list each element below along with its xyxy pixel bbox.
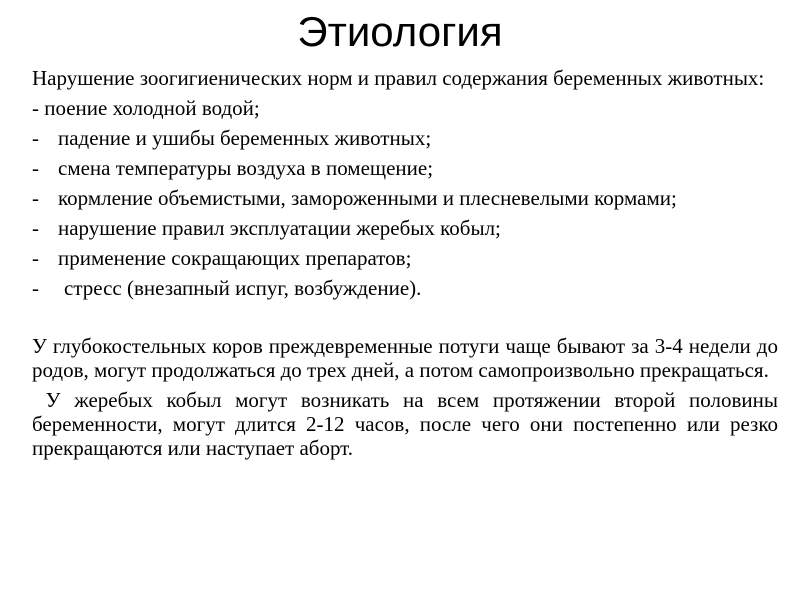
paragraph-cows: У глубокостельных коров преждевременные потуги чаще бывают за 3-4 недели до родов, могут продолжаться до трех дней, а потом самопроизвольно прекращаться. — [32, 334, 778, 382]
list-item-text: кормление объемистыми, замороженными и плесневелыми кормами; — [58, 186, 677, 210]
list-item — [32, 156, 778, 180]
list-item — [32, 216, 778, 240]
list-dash: - — [32, 186, 39, 210]
list-dash: - — [32, 216, 39, 240]
list-item-text: падение и ушибы беременных животных; — [58, 126, 432, 150]
list-item-text: стресс (внезапный испуг, возбуждение). — [64, 276, 422, 300]
list-dash: - — [32, 126, 39, 150]
paragraph-mares: У жеребых кобыл могут возникать на всем протяжении второй половины беременности, могут длится 2-12 часов, после чего они постепенно или резко прекращаются или наступает аборт. — [32, 388, 784, 460]
slide-content — [32, 66, 784, 466]
list-dash: - — [32, 246, 39, 270]
list-item — [32, 276, 778, 300]
list-item-text: нарушение правил эксплуатации жеребых кобыл; — [58, 216, 501, 240]
list-item — [32, 126, 778, 150]
list-dash: - — [32, 276, 39, 300]
list-item — [32, 186, 778, 210]
etiology-list — [32, 126, 778, 300]
list-dash: - — [32, 156, 39, 180]
intro-paragraph: Нарушение зоогигиенических норм и правил содержания беременных животных: — [32, 66, 765, 90]
list-item — [32, 246, 778, 270]
list-item-text: смена температуры воздуха в помещение; — [58, 156, 434, 180]
slide-title: Этиология — [297, 8, 503, 55]
list-item-text: применение сокращающих препаратов; — [58, 246, 412, 270]
list-item-first: - поение холодной водой; — [32, 96, 260, 120]
